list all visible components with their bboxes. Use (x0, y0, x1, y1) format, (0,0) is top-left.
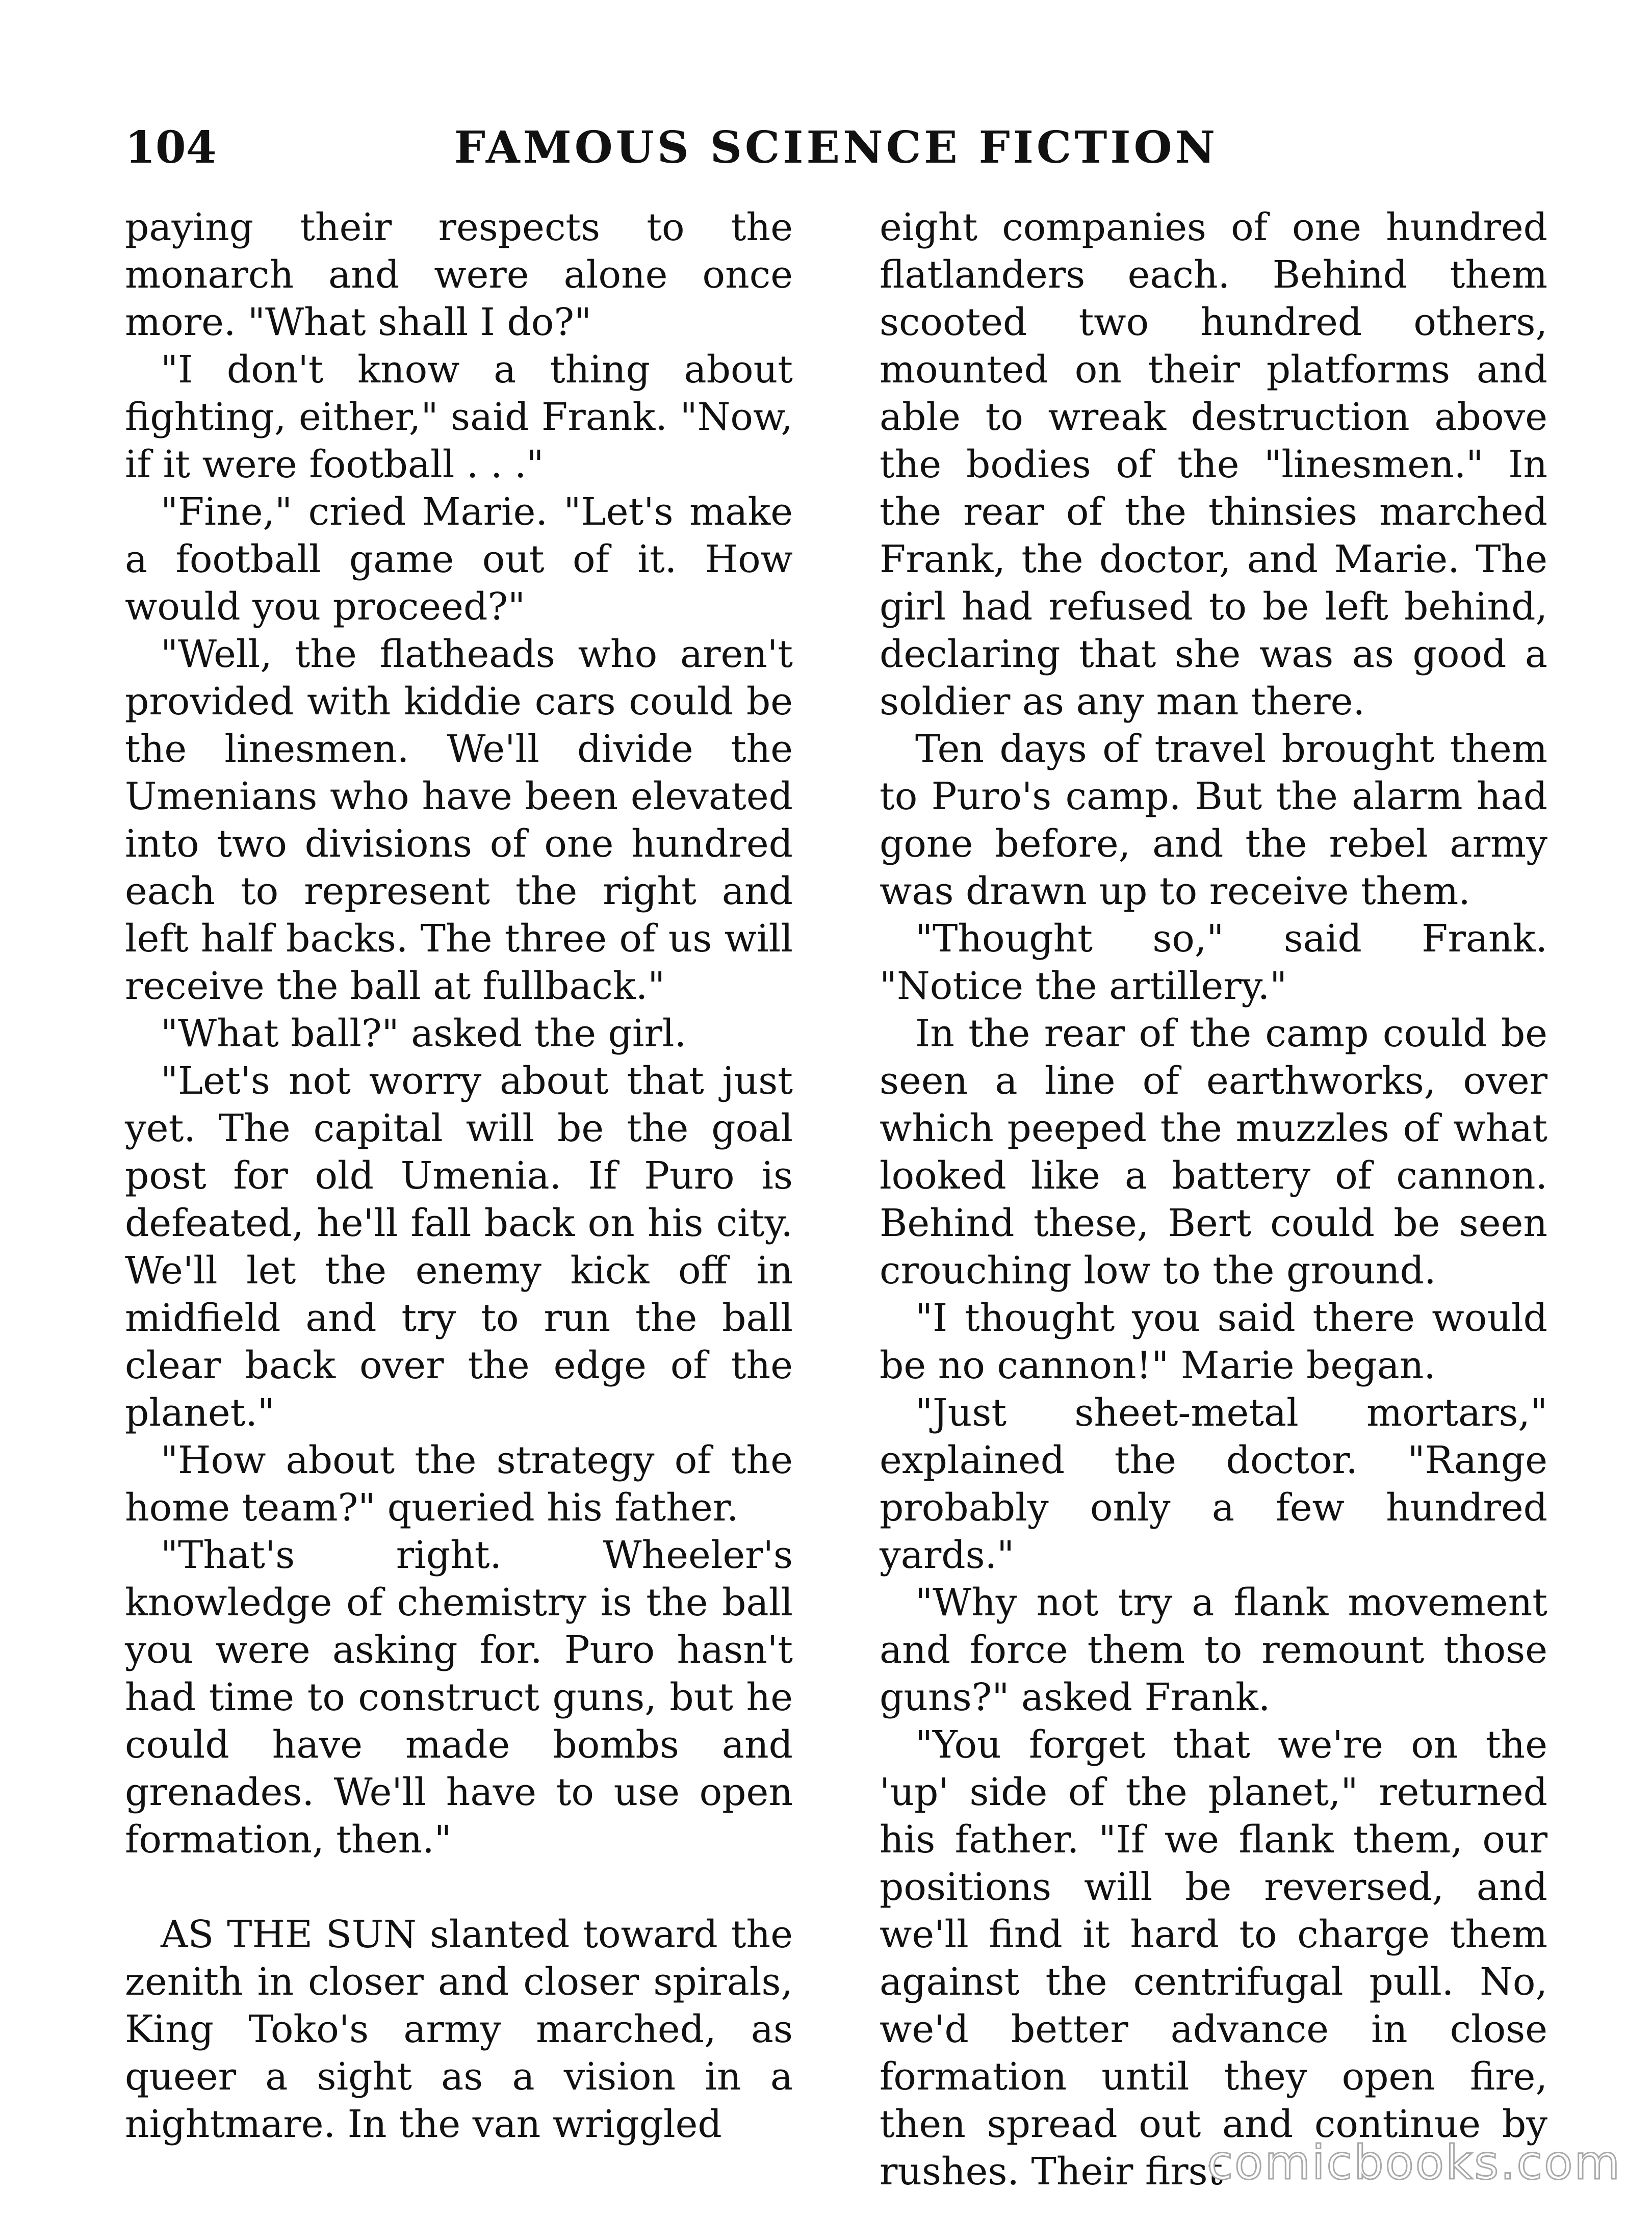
paragraph: "How about the strategy of the home team?" queried his father. (125, 1438, 793, 1530)
paragraph: "What ball?" asked the girl. (161, 1012, 687, 1055)
paragraph: paying their respects to the monarch and were alone once more. "What shall I do?" (125, 205, 793, 344)
paragraph: "You forget that we're on the 'up' side of the planet," returned his father. "If we flank them, our positions will be reversed, and we'll find it hard to charge them against the centrifugal pull. No, we'd better advance in close formation until they open fire, then spread out and continue by rushes. Their first (880, 1723, 1547, 2194)
section-start-paragraph: AS THE SUN slanted toward the zenith in closer and closer spirals, King Toko's army marched, as queer a sight as a vision in a nightmare. In the van wriggled (125, 1913, 793, 2146)
right-column (880, 204, 1547, 2196)
paragraph: In the rear of the camp could be seen a line of earthworks, over which peeped the muzzles of what looked like a battery of cannon. Behind these, Bert could be seen crouching low to the ground. (880, 1012, 1547, 1293)
page-number: 104 (125, 122, 217, 173)
paragraph: "Let's not worry about that just yet. The capital will be the goal post for old Umenia. If Puro is defeated, he'll fall back on his city. We'll let the enemy kick off in midfield and try to run the ball clear back over the edge of the planet." (125, 1059, 793, 1435)
paragraph: "I thought you said there would be no cannon!" Marie began. (880, 1296, 1547, 1387)
paragraph: eight companies of one hundred flatlanders each. Behind them scooted two hundred others, mounted on their platforms and able to wreak destruction above the bodies of the "linesmen." In the rear of the thinsies marched Frank, the doctor, and Marie. The girl had refused to be left behind, declaring that she was as good a soldier as any man there. (880, 205, 1547, 724)
paragraph: "Thought so," said Frank. "Notice the artillery." (880, 917, 1547, 1008)
watermark: comicbooks.com (1207, 2135, 1621, 2190)
paragraph: Ten days of travel brought them to Puro's camp. But the alarm had gone before, and the rebel army was drawn up to receive them. (880, 727, 1547, 913)
paragraph: "Just sheet-metal mortars," explained the doctor. "Range probably only a few hundred yards." (880, 1391, 1547, 1577)
paragraph: "That's right. Wheeler's knowledge of chemistry is the ball you were asking for. Puro hasn't had time to construct guns, but he could have made bombs and grenades. We'll have to use open formation, then." (125, 1533, 793, 1862)
running-title: FAMOUS SCIENCE FICTION (454, 122, 1219, 173)
paragraph: "Well, the flatheads who aren't provided with kiddie cars could be the linesmen. We'll divide the Umenians who have been elevated into two divisions of one hundred each to represent the right and left half backs. The three of us will receive the ball at fullback." (125, 632, 793, 1008)
left-column (125, 204, 793, 2148)
paragraph: "I don't know a thing about fighting, either," said Frank. "Now, if it were football . . ." (125, 348, 793, 486)
paragraph: "Why not try a flank movement and force them to remount those guns?" asked Frank. (880, 1581, 1547, 1719)
paragraph: "Fine," cried Marie. "Let's make a football game out of it. How would you proceed?" (125, 490, 793, 629)
page-header (125, 117, 1547, 178)
